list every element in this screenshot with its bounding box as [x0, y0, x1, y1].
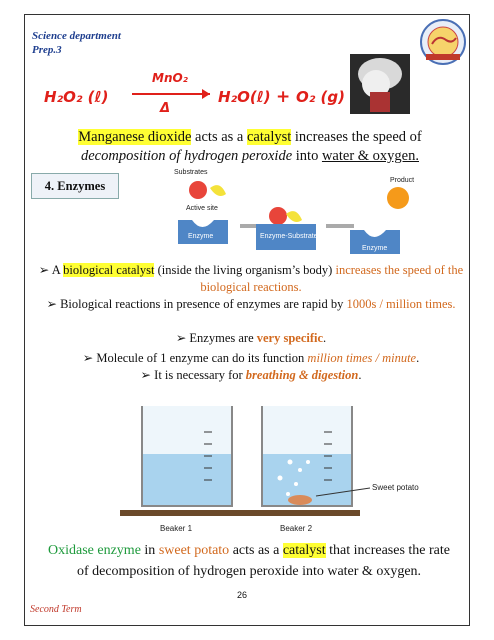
- footer-term: Second Term: [30, 604, 82, 615]
- school-logo: [416, 18, 470, 68]
- eq-product1: H₂O(ℓ): [218, 88, 271, 106]
- caption-manganese: Manganese dioxide acts as a catalyst increases the speed of decomposition of hydrogen peroxide into water & oxygen.: [78, 129, 422, 164]
- beakers-illustration: [120, 398, 450, 534]
- beaker-1-label: Beaker 1: [160, 524, 193, 533]
- eq-catalyst: MnO₂: [152, 71, 188, 85]
- bullet-breathing: ➢ It is necessary for breathing & digestion.: [140, 368, 362, 382]
- bullet-rapid-reactions: ➢ Biological reactions in presence of enzymes are rapid by 1000s / million times.: [46, 297, 456, 311]
- eq-plus: +: [276, 87, 291, 107]
- bullet-biological-catalyst: ➢ A biological catalyst (inside the living organism’s body) increases the speed of the biological reactions.: [38, 263, 464, 294]
- reaction-equation: [40, 66, 345, 116]
- svg-text:Substrates: Substrates: [174, 169, 208, 176]
- eq-reactant: H₂O₂ (ℓ): [44, 88, 109, 106]
- enzyme-diagram: [150, 164, 468, 262]
- sweet-potato-label: Sweet potato: [372, 483, 419, 492]
- eq-heat: Δ: [160, 101, 171, 116]
- bottom-caption-oxidase: Oxidase enzyme in sweet potato acts as a catalyst that increases the rate of decomposition of hydrogen peroxide into water & oxygen.: [48, 543, 450, 579]
- beaker-2-label: Beaker 2: [280, 524, 313, 533]
- section-title-enzymes: 4. Enzymes: [31, 173, 119, 199]
- svg-text:Enzyme: Enzyme: [188, 233, 214, 240]
- svg-text:Product: Product: [390, 177, 415, 184]
- bullet-specific: ➢ Enzymes are very specific.: [175, 331, 327, 345]
- svg-text:Active site: Active site: [186, 205, 218, 212]
- page-number: 26: [237, 590, 248, 600]
- svg-text:Enzyme-Substrate complex: Enzyme-Substrate complex: [260, 233, 346, 240]
- header-department: Science department: [32, 30, 121, 42]
- smoke-photo: [350, 54, 410, 114]
- header-grade: Prep.3: [32, 44, 62, 56]
- bullet-million-times: ➢ Molecule of 1 enzyme can do its function million times / minute.: [82, 351, 420, 365]
- eq-product2: O₂ (g): [296, 88, 345, 106]
- svg-text:Enzyme: Enzyme: [362, 245, 388, 252]
